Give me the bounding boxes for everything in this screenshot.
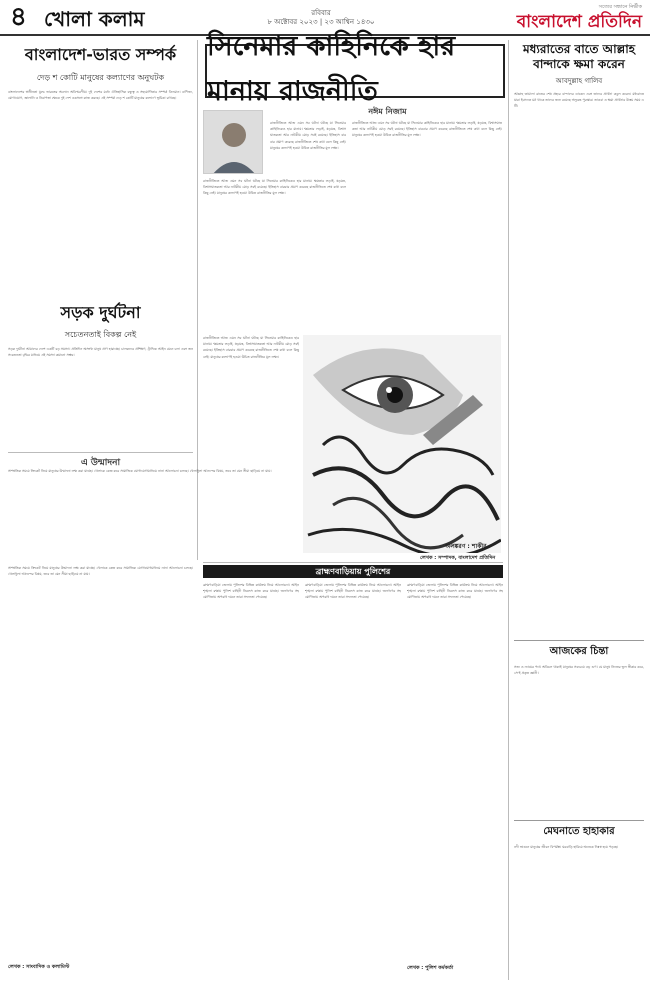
right-box-1-headline: আজকের চিন্তা bbox=[549, 646, 609, 657]
main-article-author-block bbox=[270, 106, 505, 119]
main-headline: সিনেমার কাহিনিকে হার মানায় রাজনীতি bbox=[205, 44, 505, 98]
illustration-caption: অলঙ্করণ : শাকীর bbox=[445, 543, 487, 550]
main-article-body-3: রাজনীতিতে আজ এমন সব ঘটনা ঘটছে যা সিনেমার কাহিনিকেও হার মানায়। ক্ষমতার লড়াই, ষড়যন্ত্র, বিশ্বাসঘাতকতা আর নাটকীয় মোড় সবই রয়েছে। ইতিহাস বারবার প্রমাণ করেছে রাজনীতিতে শেষ কথা বলে কিছু নেই। মানুষের কল্যাণই হওয়া উচিত রাজনীতির মূল লক্ষ্য। bbox=[352, 121, 502, 138]
main-article-body-2: রাজনীতিতে আজ এমন সব ঘটনা ঘটছে যা সিনেমার কাহিনিকেও হার মানায়। ক্ষমতার লড়াই, ষড়যন্ত্র, বিশ্বাসঘাতকতা আর নাটকীয় মোড় সবই রয়েছে। ইতিহাস বারবার প্রমাণ করেছে রাজনীতিতে শেষ কথা বলে কিছু নেই। মানুষের কল্যাণই হওয়া উচিত রাজনীতির মূল লক্ষ্য। bbox=[203, 179, 346, 196]
main-article-col1b bbox=[203, 178, 346, 328]
sorok-byline: সচেতনতাই বিকল্প নেই bbox=[64, 330, 137, 339]
unnayan-footer: লেখক : সাংবাদিক ও কলামিস্ট bbox=[8, 964, 70, 970]
bottom-col2 bbox=[305, 582, 401, 977]
left-article-body: বাংলাদেশের স্বাধীনতা যুদ্ধে ভারতের অবদান অবিস্মরণীয়। দুই দেশের মধ্যে ঐতিহাসিক বন্ধুত্ব ও সহযোগিতার সম্পর্ক বিদ্যমান। বাণিজ্য, যোগাযোগ, জ্বালানি ও নিরাপত্তা ক্ষেত্রে দুই দেশ একসঙ্গে কাজ করছে। এই সম্পর্ক দেড় শ কোটি মানুষের কল্যাণে ভূমিকা রাখছে। bbox=[8, 90, 193, 101]
author-portrait-icon bbox=[204, 111, 263, 174]
bottom-col3 bbox=[407, 582, 503, 973]
logo-tagline: সত্যের সন্ধানে নির্ভীক bbox=[598, 4, 642, 10]
bottom-article-headline: ব্রাহ্মণবাড়িয়ায় পুলিশের bbox=[203, 565, 503, 578]
main-article-body-1: রাজনীতিতে আজ এমন সব ঘটনা ঘটছে যা সিনেমার কাহিনিকেও হার মানায়। ক্ষমতার লড়াই, ষড়যন্ত্র, বিশ্বাসঘাতকতা আর নাটকীয় মোড় সবই রয়েছে। ইতিহাস বারবার প্রমাণ করেছে রাজনীতিতে শেষ কথা বলে কিছু নেই। মানুষের কল্যাণই হওয়া উচিত রাজনীতির মূল লক্ষ্য। bbox=[270, 121, 346, 150]
logo-name: বাংলাদেশ প্রতিদিন bbox=[516, 12, 642, 32]
main-article-body-4: রাজনীতিতে আজ এমন সব ঘটনা ঘটছে যা সিনেমার কাহিনিকেও হার মানায়। ক্ষমতার লড়াই, ষড়যন্ত্র, বিশ্বাসঘাতকতা আর নাটকীয় মোড় সবই রয়েছে। ইতিহাস বারবার প্রমাণ করেছে রাজনীতিতে শেষ কথা বলে কিছু নেই। মানুষের কল্যাণই হওয়া উচিত রাজনীতির মূল লক্ষ্য। bbox=[203, 336, 299, 359]
unnayan-headline: এ উন্মাদনা bbox=[80, 458, 121, 468]
bottom-article-body-2: ব্রাহ্মণবাড়িয়া জেলায় পুলিশের বিভিন্ন কার্যক্রম নিয়ে আলোচনা। আইনশৃঙ্খলা রক্ষায় পুলিশ বাহিনী নিরলস কাজ করে যাচ্ছে। জনগণের সহযোগিতায় অপরাধ দমনে তারা সফলতা পেয়েছে। bbox=[305, 583, 401, 600]
eye-illustration-icon bbox=[303, 335, 501, 553]
right-article-body: আল্লাহ তায়ালা রাতের শেষ প্রহরে বান্দাদের ডাকেন এবং তাদের প্রার্থনা কবুল করেন। মধ্যরাতে যারা ইবাদতে মগ্ন থাকে তাদের জন্য রয়েছে অফুরন্ত পুরস্কার। তাওবা ও ক্ষমা প্রার্থনার উত্তম সময় এটি। bbox=[514, 92, 644, 109]
section-title: খোলা কলাম bbox=[44, 7, 145, 31]
sorok-body: সড়ক দুর্ঘটনা আমাদের দেশে একটি বড় সমস্যা। প্রতিদিন অসংখ্য মানুষ প্রাণ হারাচ্ছে। চালকদের প্রশিক্ষণ, ট্রাফিক আইন মেনে চলা এবং জনসচেতনতা বৃদ্ধির মাধ্যমে এই সমস্যা কমানো সম্ভব। bbox=[8, 347, 193, 358]
right-article bbox=[514, 42, 644, 631]
main-article-col3 bbox=[203, 335, 299, 555]
author-photo bbox=[203, 110, 263, 174]
article-illustration bbox=[303, 335, 501, 553]
right-box-1 bbox=[514, 640, 644, 814]
horizontal-divider bbox=[8, 452, 193, 453]
left-article-subheadline: দেড় শ কোটি মানুষের কল্যাণের অনুঘটক bbox=[36, 73, 165, 82]
bottom-col1 bbox=[203, 582, 299, 977]
main-article-author: নঈম নিজাম bbox=[368, 107, 407, 116]
right-article-headline: মধ্যরাতের বাতে আল্লাহ বান্দাকে ক্ষমা করেন bbox=[522, 42, 636, 71]
right-article-author: আবদুল্লাহ গালিব bbox=[555, 77, 603, 85]
date-label: ৮ অক্টোবর ২০২৩ | ২৩ আশ্বিন ১৪৩০ bbox=[267, 18, 375, 26]
date-line bbox=[236, 9, 406, 27]
day-label: রবিবার bbox=[311, 9, 331, 17]
right-box-1-body: সত্য ও ন্যায়ের পথে অবিচল থাকাই মানুষের সবচেয়ে বড় গুণ। যে মানুষ নিজের ভুল স্বীকার করে, সে-ই প্রকৃত জ্ঞানী। bbox=[514, 665, 644, 676]
main-article-col1 bbox=[270, 120, 346, 175]
column-divider bbox=[508, 40, 509, 980]
right-box-2 bbox=[514, 820, 644, 984]
main-article-footer: লেখক : সম্পাদক, বাংলাদেশ প্রতিদিন bbox=[420, 555, 496, 561]
right-box-2-body: নদী ভাঙনে মানুষের জীবন বিপর্যস্ত। ঘরবাড়ি হারিয়ে অনেকে নিঃস্ব হয়ে পড়ছে। bbox=[514, 845, 619, 849]
bottom-article-body-3: ব্রাহ্মণবাড়িয়া জেলায় পুলিশের বিভিন্ন কার্যক্রম নিয়ে আলোচনা। আইনশৃঙ্খলা রক্ষায় পুলিশ বাহিনী নিরলস কাজ করে যাচ্ছে। জনগণের সহযোগিতায় অপরাধ দমনে তারা সফলতা পেয়েছে। bbox=[407, 583, 503, 600]
right-box-2-headline: মেঘনাতে হাহাকার bbox=[543, 826, 615, 837]
bottom-article-footer: লেখক : পুলিশ কর্মকর্তা bbox=[407, 965, 454, 971]
main-article-col2 bbox=[352, 120, 502, 330]
page-number: ৪ bbox=[10, 5, 34, 29]
bottom-article-body-1: ব্রাহ্মণবাড়িয়া জেলায় পুলিশের বিভিন্ন কার্যক্রম নিয়ে আলোচনা। আইনশৃঙ্খলা রক্ষায় পুলিশ বাহিনী নিরলস কাজ করে যাচ্ছে। জনগণের সহযোগিতায় অপরাধ দমনে তারা সফলতা পেয়েছে। bbox=[203, 583, 299, 600]
unnayan-column bbox=[8, 565, 193, 972]
unnayan-body: সাম্প্রতিক সময়ে ক্রিকেট নিয়ে মানুষের উন্মাদনা লক্ষ করা যাচ্ছে। খেলাকে কেন্দ্র করে সামাজিক যোগাযোগমাধ্যমে নানা আলোচনা চলছে। খেলাধুলা আনন্দের বিষয়, তবে তা যেন সীমা ছাড়িয়ে না যায়। bbox=[8, 566, 193, 577]
unnayan-body-top: সাম্প্রতিক সময়ে ক্রিকেট নিয়ে মানুষের উন্মাদনা লক্ষ করা যাচ্ছে। খেলাকে কেন্দ্র করে সামাজিক যোগাযোগমাধ্যমে নানা আলোচনা চলছে। খেলাধুলা আনন্দের বিষয়, তবে তা যেন সীমা ছাড়িয়ে না যায়। bbox=[8, 469, 272, 473]
left-article bbox=[8, 42, 193, 299]
left-article-headline: বাংলাদেশ-ভারত সম্পর্ক bbox=[24, 45, 177, 64]
sorok-headline: সড়ক দুর্ঘটনা bbox=[60, 303, 141, 322]
